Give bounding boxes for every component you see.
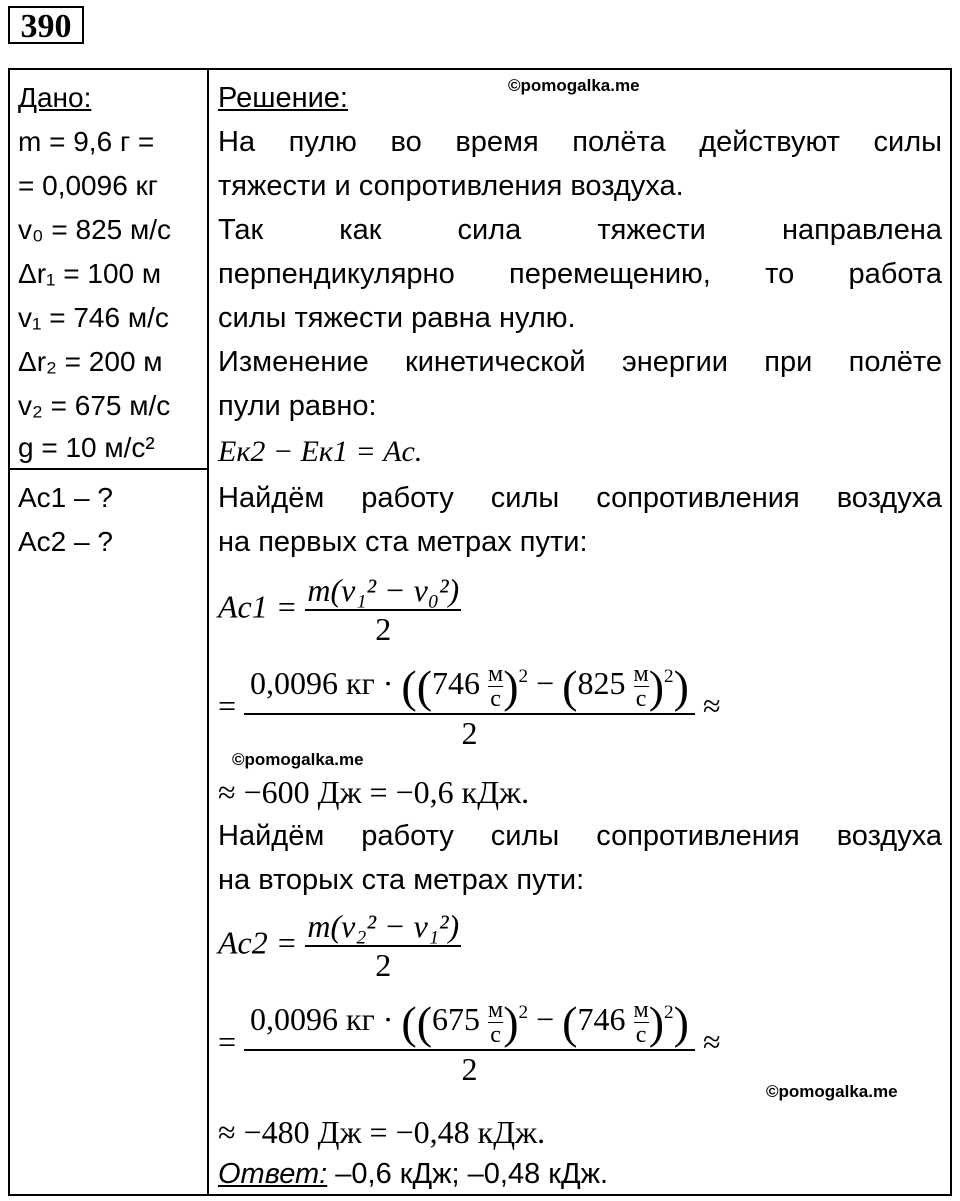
solution-text: пули равно:	[218, 390, 377, 422]
given-line: g = 10 м/с²	[18, 432, 155, 463]
given-line: = 0,0096 кг	[18, 170, 159, 201]
watermark: ©pomogalka.me	[766, 1082, 898, 1101]
given-line: v₁ = 746 м/с	[18, 302, 169, 333]
watermark: ©pomogalka.me	[508, 76, 640, 95]
solution-text: тяжести и сопротивления воздуха.	[218, 170, 684, 202]
solution-text: Найдём работу силы сопротивления воздуха	[218, 820, 942, 852]
find-line: Aс1 – ?	[18, 482, 113, 513]
solution-text: Найдём работу силы сопротивления воздуха	[218, 482, 942, 514]
result-1: ≈ −600 Дж = −0,6 кДж.	[218, 774, 530, 810]
formula-work-1: Aс1 = $\frac{\text{m(v₁² − v₀²)}}{2}$	[218, 572, 460, 647]
given-title: Дано:	[18, 82, 92, 113]
problem-number: 390	[8, 6, 84, 44]
solution-title: Решение:	[218, 82, 348, 114]
solution-text: Так как сила тяжести направлена	[218, 214, 942, 246]
solution-text: Изменение кинетической энергии при полёте	[218, 346, 942, 378]
given-line: v₀ = 825 м/с	[18, 214, 172, 245]
result-2: ≈ −480 Дж = −0,48 кДж.	[218, 1114, 546, 1150]
given-line: v₂ = 675 м/с	[18, 390, 171, 421]
solution-text: силы тяжести равна нулю.	[218, 302, 576, 334]
solution-text: На пулю во время полёта действуют силы	[218, 126, 942, 158]
given-line: Δr₁ = 100 м	[18, 258, 162, 289]
find-line: Aс2 – ?	[18, 526, 113, 557]
answer: Ответ: –0,6 кДж; –0,48 кДж.	[218, 1158, 609, 1190]
formula-work-2: Aс2 = $\frac{\text{m(v₂² − v₁²)}}{2}$	[218, 908, 460, 983]
calculation-2: = 0,0096 кг · ((675 м с )$^2$ − (746 м с )$^2$) 2 ≈	[218, 997, 721, 1087]
calculation-1: = 0,0096 кг · ((746 м с )$^2$ − (825 м с )$^2$) 2 ≈	[218, 661, 721, 751]
watermark: ©pomogalka.me	[232, 750, 364, 769]
energy-equation: Eк2 − Eк1 = Aс.	[218, 435, 423, 468]
solution-text: на вторых ста метрах пути:	[218, 864, 585, 896]
given-line: Δr₂ = 200 м	[18, 346, 163, 377]
column-divider	[207, 68, 209, 1196]
solution-text: перпендикулярно перемещению, то работа	[218, 258, 942, 290]
given-line: m = 9,6 г =	[18, 126, 155, 157]
solution-text: на первых ста метрах пути:	[218, 526, 588, 558]
